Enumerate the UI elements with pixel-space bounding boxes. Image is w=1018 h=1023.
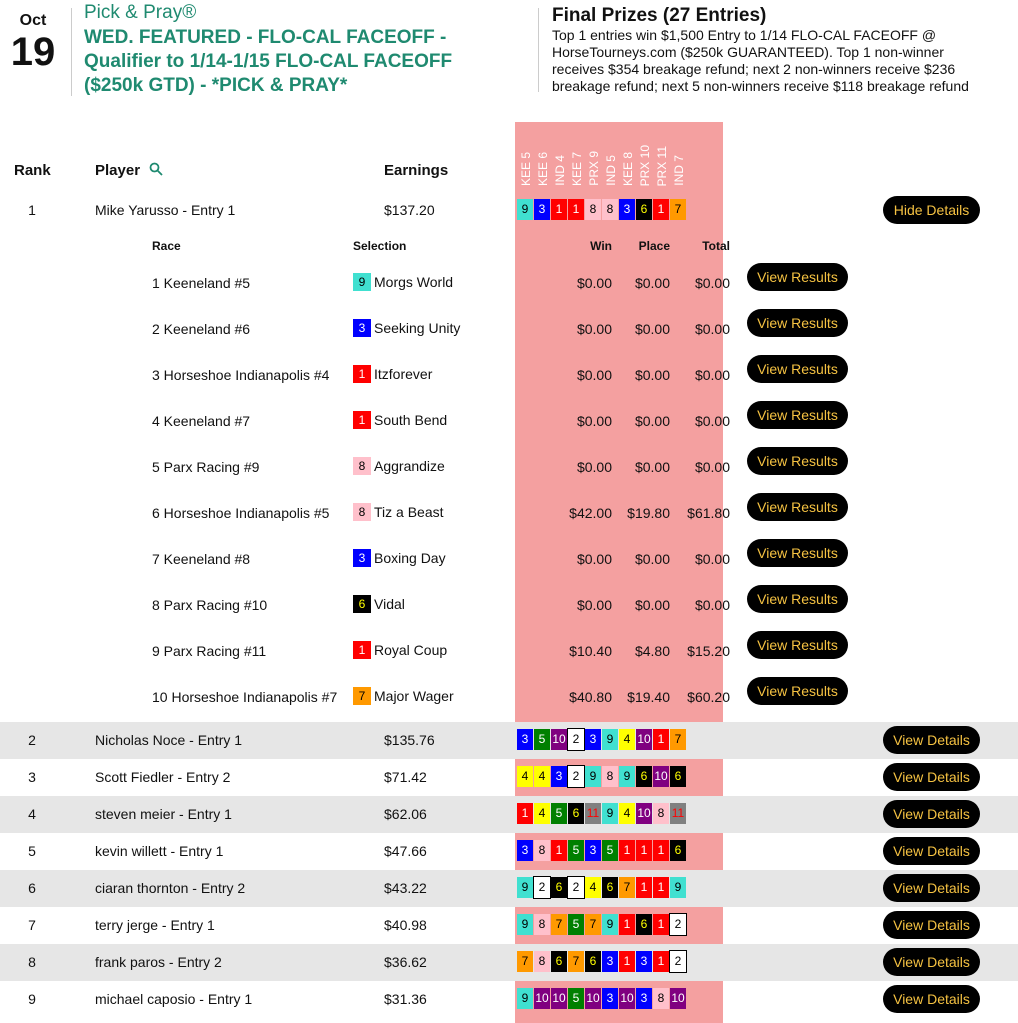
detail-selection [353,273,453,291]
selection-number: 1 [353,641,371,659]
pick-chip: 8 [602,766,618,787]
pick-chip: 8 [602,199,618,220]
entry-rank: 4 [28,806,36,822]
view-results-button[interactable]: View Results [747,263,848,291]
race-header-list [515,122,723,190]
leaderboard-row [0,981,1018,1018]
detail-win: $0.00 [576,275,612,291]
header-divider-right [538,8,539,92]
entry-earnings: $71.42 [384,769,427,785]
pick-chip: 3 [602,951,618,972]
view-details-button[interactable]: View Details [883,726,980,754]
detail-row [0,352,1018,398]
detail-header-race: Race [152,239,181,253]
selection-number: 6 [353,595,371,613]
selection-number: 3 [353,319,371,337]
detail-total: $0.00 [694,321,730,337]
pick-chip: 9 [517,199,533,220]
pick-chip: 5 [602,840,618,861]
detail-race: 7 Keeneland #8 [152,551,251,567]
detail-selection [353,549,446,567]
search-icon[interactable] [149,162,163,176]
pick-chip: 6 [670,766,686,787]
earnings-header: Earnings [384,162,449,179]
contest-title: WED. FEATURED - FLO-CAL FACEOFF - Qualifier to 1/14-1/15 FLO-CAL FACEOFF ($250k GTD) - *PICK & PRAY* [84,27,453,96]
race-header-label: KEE 5 [519,151,533,186]
detail-race: 5 Parx Racing #9 [152,459,260,475]
detail-row [0,582,1018,628]
pick-chip: 6 [585,951,601,972]
race-header-label: PRX 11 [655,145,669,186]
detail-total: $61.80 [687,505,730,521]
entry-picks [517,840,686,861]
selection-horse: Aggrandize [374,458,445,474]
pick-chip: 9 [602,729,618,750]
detail-selection [353,411,447,429]
detail-place: $0.00 [634,321,670,337]
view-results-button[interactable]: View Results [747,677,848,705]
entry-player-name: michael caposio - Entry 1 [95,991,253,1007]
leaderboard-row [0,907,1018,944]
detail-place: $0.00 [634,597,670,613]
detail-place: $19.40 [627,689,670,705]
pick-chip: 3 [602,988,618,1009]
race-header-label: IND 4 [553,155,567,186]
pick-chip: 4 [534,766,550,787]
pick-chip: 7 [670,199,686,220]
pick-chip: 9 [585,766,601,787]
selection-horse: Major Wager [374,688,454,704]
pick-chip: 9 [619,766,635,787]
entry-player-name: terry jerge - Entry 1 [95,917,215,933]
pick-chip: 10 [636,803,652,824]
pick-chip: 10 [534,988,550,1009]
pick-chip: 6 [551,951,567,972]
leaderboard-row [0,833,1018,870]
event-month: Oct [19,12,47,29]
pick-chip: 1 [653,951,669,972]
selection-number: 8 [353,457,371,475]
detail-row [0,536,1018,582]
leaderboard-row [0,722,1018,759]
pick-chip: 1 [551,840,567,861]
detail-selection [353,503,444,521]
pick-chip: 10 [636,729,652,750]
detail-header-selection: Selection [353,239,407,253]
entry-picks [517,199,686,220]
entry-rank: 3 [28,769,36,785]
pick-chip: 9 [602,914,618,935]
selection-horse: Tiz a Beast [374,504,444,520]
detail-header-total: Total [702,239,730,253]
selection-number: 1 [353,411,371,429]
detail-race: 3 Horseshoe Indianapolis #4 [152,367,330,383]
detail-place: $4.80 [634,643,670,659]
detail-race: 8 Parx Racing #10 [152,597,268,613]
view-results-button[interactable]: View Results [747,631,848,659]
entry-player-name: ciaran thornton - Entry 2 [95,880,246,896]
entry-earnings: $43.22 [384,880,427,896]
detail-total: $0.00 [694,597,730,613]
pick-chip: 3 [551,766,567,787]
pick-chip: 6 [602,877,618,898]
rank-header: Rank [14,162,51,179]
detail-row [0,674,1018,720]
pick-chip: 10 [551,729,567,750]
detail-selection [353,365,432,383]
detail-race: 2 Keeneland #6 [152,321,251,337]
race-header-label: PRX 10 [638,144,652,186]
pick-chip: 10 [653,766,669,787]
pick-chip: 9 [670,877,686,898]
pick-chip: 10 [619,988,635,1009]
pick-chip: 5 [568,840,584,861]
entry-picks [517,951,686,972]
player-header: Player [95,162,141,179]
detail-row [0,260,1018,306]
detail-header-win: Win [590,239,612,253]
entry-player-name: Nicholas Noce - Entry 1 [95,732,243,748]
detail-total: $0.00 [694,413,730,429]
pick-chip: 9 [517,988,533,1009]
pick-chip: 6 [551,877,567,898]
pick-chip: 7 [568,951,584,972]
pick-chip: 1 [653,914,669,935]
entry-earnings: $47.66 [384,843,427,859]
pick-chip: 5 [568,914,584,935]
entry-earnings: $31.36 [384,991,427,1007]
detail-race: 4 Keeneland #7 [152,413,251,429]
detail-race: 10 Horseshoe Indianapolis #7 [152,689,338,705]
pick-chip: 8 [534,951,550,972]
view-details-button[interactable]: View Details [883,911,980,939]
pick-chip: 5 [551,803,567,824]
race-header-label: KEE 8 [621,151,635,186]
pick-chip: 10 [585,988,601,1009]
detail-win: $0.00 [576,321,612,337]
selection-number: 7 [353,687,371,705]
detail-win: $0.00 [576,597,612,613]
pick-chip: 4 [619,803,635,824]
pick-chip: 1 [653,840,669,861]
pick-chip: 2 [534,877,550,898]
entry-rank: 5 [28,843,36,859]
entry-earnings: $40.98 [384,917,427,933]
pick-chip: 1 [517,803,533,824]
entry-rank: 9 [28,991,36,1007]
pick-chip: 2 [568,729,584,750]
entry-rank: 7 [28,917,36,933]
detail-race: 1 Keeneland #5 [152,275,251,291]
pick-chip: 4 [534,803,550,824]
pick-chip: 9 [602,803,618,824]
pick-chip: 8 [585,199,601,220]
view-details-button[interactable]: View Details [883,763,980,791]
pick-chip: 2 [670,951,686,972]
detail-place: $0.00 [634,459,670,475]
view-results-button[interactable]: View Results [747,539,848,567]
pick-chip: 2 [568,766,584,787]
view-details-button[interactable]: View Details [883,985,980,1013]
pick-chip: 1 [653,199,669,220]
pick-chip: 6 [636,766,652,787]
entry-player-name: kevin willett - Entry 1 [95,843,224,859]
leaderboard-row [0,944,1018,981]
pick-chip: 1 [619,840,635,861]
race-header-label: PRX 9 [587,151,601,186]
selection-number: 1 [353,365,371,383]
pick-chip: 4 [585,877,601,898]
detail-selection [353,641,447,659]
selection-horse: Boxing Day [374,550,446,566]
view-details-button[interactable]: View Details [883,948,980,976]
pick-chip: 7 [585,914,601,935]
detail-place: $0.00 [634,275,670,291]
detail-row [0,628,1018,674]
detail-selection [353,687,454,705]
detail-race: 6 Horseshoe Indianapolis #5 [152,505,330,521]
pick-chip: 8 [534,840,550,861]
pick-chip: 1 [653,729,669,750]
detail-row [0,444,1018,490]
prizes-description: Top 1 entries win $1,500 Entry to 1/14 FLO-CAL FACEOFF @ HorseTourneys.com ($250k GUARANTEED). Top 1 non-winner receives $354 breakage refund; next 2 non-winners receive $236 breakage refund; next 5 non-winners receive $118 breakage refund [552,27,969,94]
leaderboard-row [0,759,1018,796]
view-details-button[interactable]: View Details [883,800,980,828]
pick-chip: 7 [619,877,635,898]
pick-chip: 7 [670,729,686,750]
entry-picks [517,988,686,1009]
pick-chip: 5 [568,988,584,1009]
race-header-label: IND 5 [604,155,618,186]
pick-chip: 9 [517,877,533,898]
prizes-title: Final Prizes (27 Entries) [552,5,767,26]
view-results-button[interactable]: View Results [747,355,848,383]
leaderboard-row [0,192,1018,229]
pick-chip: 6 [670,840,686,861]
entry-rank: 2 [28,732,36,748]
selection-horse: Morgs World [374,274,454,290]
selection-number: 3 [353,549,371,567]
entry-picks [517,877,686,898]
pick-chip: 2 [568,877,584,898]
detail-place: $0.00 [634,367,670,383]
pick-chip: 1 [568,199,584,220]
detail-selection [353,319,460,337]
race-header-label: KEE 7 [570,151,584,186]
event-date [8,12,58,72]
pick-chip: 3 [636,951,652,972]
detail-total: $0.00 [694,367,730,383]
detail-place: $0.00 [634,413,670,429]
selection-horse: Vidal [374,596,405,612]
detail-selection [353,457,445,475]
pick-chip: 1 [636,840,652,861]
pick-chip: 7 [517,951,533,972]
entry-earnings: $62.06 [384,806,427,822]
pick-chip: 4 [517,766,533,787]
pick-chip: 6 [636,199,652,220]
view-results-button[interactable]: View Results [747,401,848,429]
detail-selection [353,595,405,613]
selection-horse: Seeking Unity [374,320,461,336]
detail-win: $40.80 [569,689,612,705]
entry-rank: 1 [28,202,36,218]
selection-horse: South Bend [374,412,448,428]
selection-number: 9 [353,273,371,291]
pick-chip: 3 [585,840,601,861]
entry-picks [517,729,686,750]
pick-chip: 7 [551,914,567,935]
pick-chip: 11 [585,803,601,824]
pick-chip: 8 [534,914,550,935]
entry-rank: 6 [28,880,36,896]
selection-horse: Itzforever [374,366,433,382]
entry-player-name: Scott Fiedler - Entry 2 [95,769,231,785]
pick-chip: 10 [551,988,567,1009]
pick-chip: 10 [670,988,686,1009]
pick-chip: 8 [653,988,669,1009]
event-day: 19 [10,30,56,74]
entry-player-name: frank paros - Entry 2 [95,954,222,970]
entry-earnings: $137.20 [384,202,435,218]
view-results-button[interactable]: View Results [747,309,848,337]
entry-earnings: $135.76 [384,732,435,748]
pick-chip: 3 [517,729,533,750]
detail-total: $0.00 [694,459,730,475]
leaderboard-row [0,796,1018,833]
pick-chip: 11 [670,803,686,824]
entry-picks [517,914,686,935]
detail-win: $0.00 [576,367,612,383]
race-header-label: KEE 6 [536,151,550,186]
selection-number: 8 [353,503,371,521]
view-details-button[interactable]: View Details [883,874,980,902]
detail-race: 9 Parx Racing #11 [152,643,267,659]
entry-player-name: steven meier - Entry 1 [95,806,232,822]
pick-chip: 1 [653,877,669,898]
detail-place: $19.80 [627,505,670,521]
entry-earnings: $36.62 [384,954,427,970]
entry-player-name: Mike Yarusso - Entry 1 [95,202,236,218]
contest-brand: Pick & Pray® [84,2,197,23]
pick-chip: 3 [636,988,652,1009]
pick-chip: 3 [534,199,550,220]
detail-total: $0.00 [694,551,730,567]
hide-details-button[interactable]: Hide Details [883,196,980,224]
detail-row [0,490,1018,536]
detail-win: $42.00 [569,505,612,521]
entry-picks [517,803,686,824]
pick-chip: 4 [619,729,635,750]
pick-chip: 8 [653,803,669,824]
pick-chip: 1 [619,914,635,935]
entry-picks [517,766,686,787]
view-results-button[interactable]: View Results [747,447,848,475]
header-divider [71,8,72,96]
pick-chip: 3 [585,729,601,750]
view-results-button[interactable]: View Results [747,585,848,613]
pick-chip: 6 [568,803,584,824]
detail-total: $60.20 [687,689,730,705]
pick-chip: 1 [619,951,635,972]
detail-win: $0.00 [576,413,612,429]
detail-total: $15.20 [687,643,730,659]
pick-chip: 6 [636,914,652,935]
pick-chip: 1 [636,877,652,898]
pick-chip: 3 [517,840,533,861]
pick-chip: 1 [551,199,567,220]
leaderboard-row [0,870,1018,907]
detail-place: $0.00 [634,551,670,567]
detail-win: $0.00 [576,459,612,475]
selection-horse: Royal Coup [374,642,448,658]
detail-win: $0.00 [576,551,612,567]
view-results-button[interactable]: View Results [747,493,848,521]
pick-chip: 9 [517,914,533,935]
entry-rank: 8 [28,954,36,970]
detail-row [0,306,1018,352]
pick-chip: 3 [619,199,635,220]
race-header-label: IND 7 [672,155,686,186]
pick-chip: 2 [670,914,686,935]
pick-chip: 5 [534,729,550,750]
view-details-button[interactable]: View Details [883,837,980,865]
detail-total: $0.00 [694,275,730,291]
detail-win: $10.40 [569,643,612,659]
detail-row [0,398,1018,444]
detail-header-place: Place [638,239,670,253]
